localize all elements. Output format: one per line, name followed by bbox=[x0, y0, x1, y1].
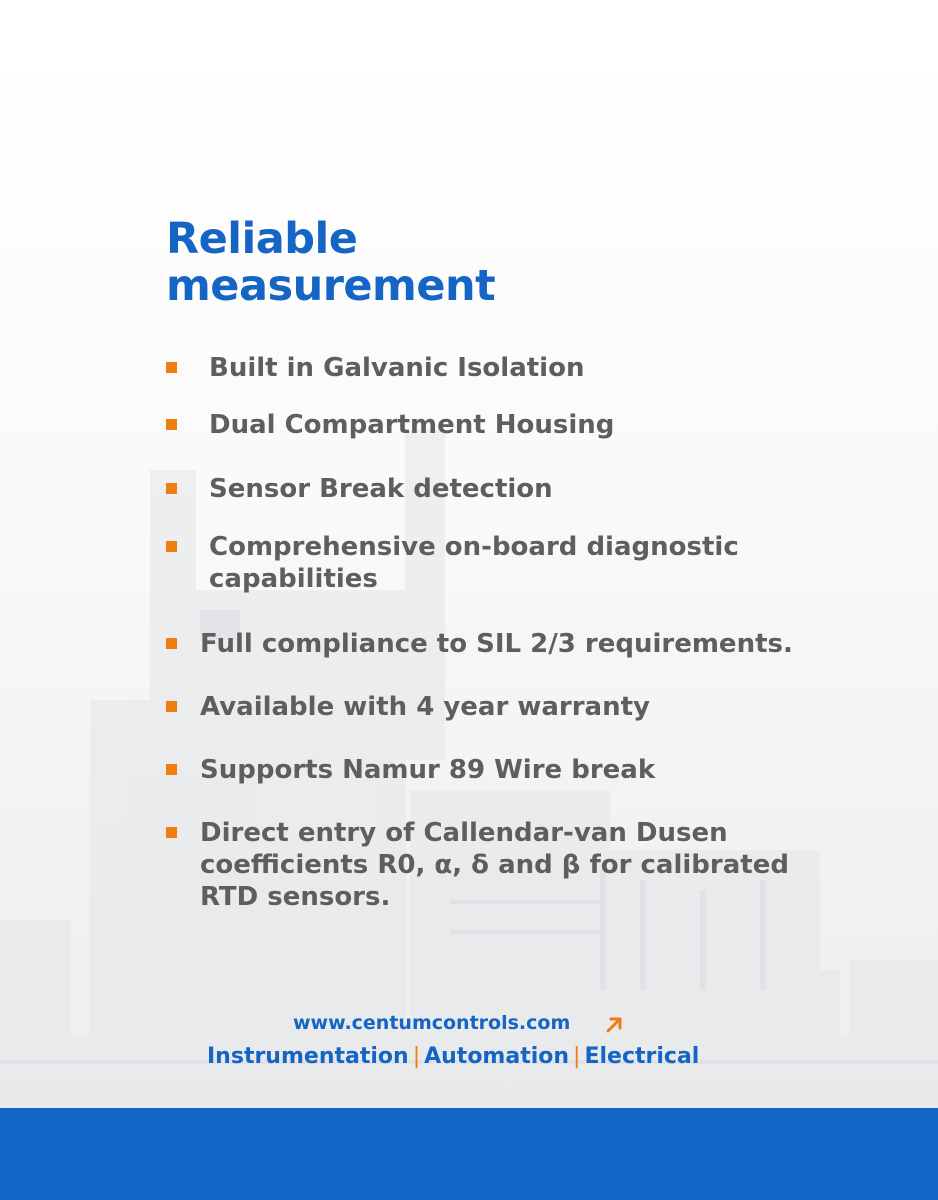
arrow-up-right-icon[interactable] bbox=[605, 1016, 623, 1034]
orange-square-bullet-icon bbox=[166, 541, 177, 552]
tagline-electrical: Electrical bbox=[584, 1044, 700, 1069]
feature-text: Full compliance to SIL 2/3 requirements. bbox=[200, 629, 793, 659]
tagline-separator: | bbox=[573, 1044, 581, 1069]
title-line-2: measurement bbox=[166, 261, 496, 311]
feature-text-line: RTD sensors. bbox=[200, 882, 391, 912]
orange-square-bullet-icon bbox=[166, 362, 177, 373]
orange-square-bullet-icon bbox=[166, 764, 177, 775]
feature-text-line: capabilities bbox=[209, 564, 378, 594]
orange-square-bullet-icon bbox=[166, 419, 177, 430]
feature-text-line: coefficients R0, α, δ and β for calibrated bbox=[200, 850, 789, 880]
tagline-separator: | bbox=[412, 1044, 421, 1069]
feature-text: Built in Galvanic Isolation bbox=[209, 353, 585, 383]
orange-square-bullet-icon bbox=[166, 483, 177, 494]
title-line-1: Reliable bbox=[166, 214, 358, 264]
orange-square-bullet-icon bbox=[166, 701, 177, 712]
footer-blue-bar bbox=[0, 1108, 938, 1200]
feature-text-line: Comprehensive on-board diagnostic bbox=[209, 532, 739, 562]
feature-text: Available with 4 year warranty bbox=[200, 692, 650, 722]
feature-text: Dual Compartment Housing bbox=[209, 410, 615, 440]
orange-square-bullet-icon bbox=[166, 827, 177, 838]
page-title bbox=[166, 216, 495, 310]
feature-text-line: Direct entry of Callendar-van Dusen bbox=[200, 818, 728, 848]
orange-square-bullet-icon bbox=[166, 638, 177, 649]
top-white-band bbox=[0, 0, 938, 50]
plant-silhouette-image bbox=[0, 50, 938, 1108]
service-tagline bbox=[207, 1044, 699, 1069]
feature-text: Sensor Break detection bbox=[209, 474, 553, 504]
website-link[interactable]: www.centumcontrols.com bbox=[293, 1012, 571, 1034]
tagline-automation: Automation bbox=[424, 1044, 570, 1069]
industrial-plant-background bbox=[0, 50, 938, 1108]
feature-text: Supports Namur 89 Wire break bbox=[200, 755, 656, 785]
tagline-instrumentation: Instrumentation bbox=[207, 1044, 409, 1069]
